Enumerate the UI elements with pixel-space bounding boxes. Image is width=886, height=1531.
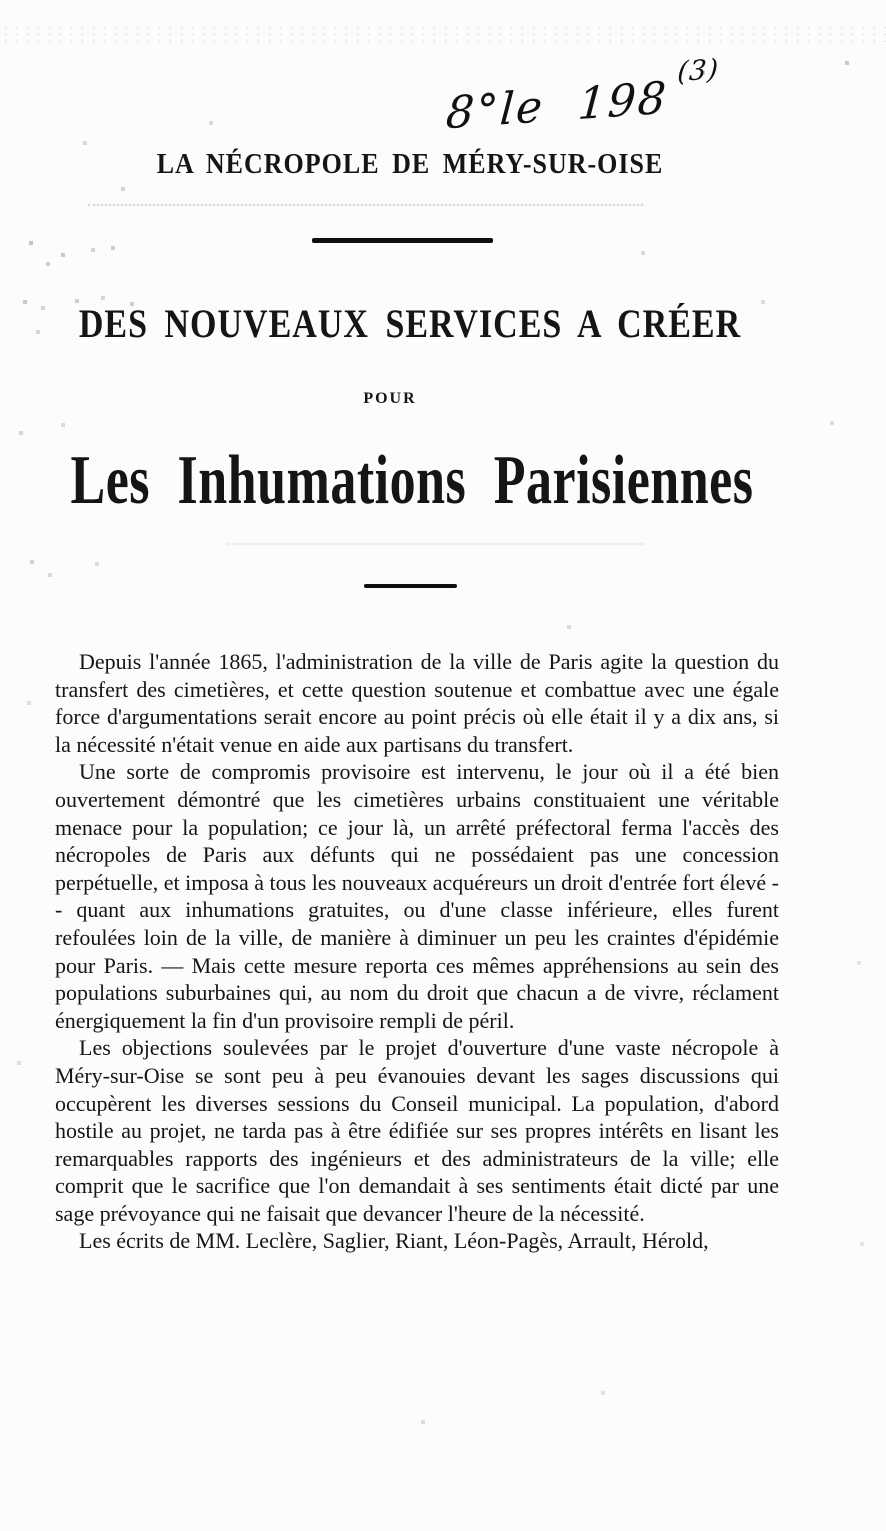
- divider-rule-middle: [364, 584, 457, 588]
- scan-speckles: [0, 0, 2, 2]
- show-through-artifact-lower: [228, 543, 643, 545]
- main-title: Les Inhumations Parisiennes: [70, 442, 754, 520]
- series-title: LA NÉCROPOLE DE MÉRY-SUR-OISE: [156, 148, 664, 180]
- shelf-mark-superscript: (3): [676, 54, 721, 89]
- divider-rule-top: [312, 238, 493, 243]
- show-through-artifact-upper: [88, 204, 643, 206]
- shelf-mark-gap: [543, 119, 577, 121]
- paragraph-3: Les objections soulevées par le projet d'ouverture d'une vaste nécropole à Méry-sur-Oise se sont peu à peu évanouies devant les sages discussions qui occupèrent les diverses sessions du Conseil municipal. La population, d'abord hostile au projet, ne tarda pas à être édifiée sur ses propres intérêts en lisant les remarquables rapports des ingénieurs et des administrateurs de la ville; elle comprit que le sacrifice que l'on demandait à ses sentiments était dicté par une sage prévoyance qui ne faisait que devancer l'heure de la nécessité.: [55, 1035, 779, 1226]
- subtitle: DES NOUVEAUX SERVICES A CRÉER: [78, 303, 742, 347]
- shelf-mark-number: 198: [576, 72, 670, 131]
- paragraph-2: Une sorte de compromis provisoire est intervenu, le jour où il a été bien ouvertement démontré que les cimetières urbains constituaient une véritable menace pour la population; ce jour là, un arrêté préfectoral ferma l'accès des nécropoles de Paris aux défunts qui ne possédaient pas une concession perpétuelle, et imposa à tous les nouveaux acquéreurs un droit d'entrée fort élevé -- quant aux inhumations gratuites, ou d'une classe inférieure, elles furent refoulées loin de la ville, de manière à diminuer un peu les craintes d'épidémie pour Paris. — Mais cette mesure reporta ces mêmes appréhensions au sein des populations suburbaines qui, au nom du droit que chacun a de vivre, réclament énergiquement la fin d'un provisoire rempli de péril.: [55, 759, 779, 1033]
- handwritten-shelf-mark: [444, 54, 807, 140]
- connector-word-pour: POUR: [363, 390, 417, 407]
- shelf-mark-format: 8°le: [444, 81, 546, 140]
- body-text: [55, 648, 779, 1255]
- scan-noise-band-top: [0, 0, 886, 24]
- paragraph-1: Depuis l'année 1865, l'administration de la ville de Paris agite la question du transfert des cimetières, et cette question soutenue et combattue avec une égale force d'argumentations serait encore au point précis où elle était il y a dix ans, si la nécessité n'était venue en aide aux partisans du transfert.: [55, 649, 779, 757]
- scan-noise-band-fade: [0, 24, 886, 42]
- paragraph-4: Les écrits de MM. Leclère, Saglier, Riant, Léon-Pagès, Arrault, Hérold,: [79, 1228, 709, 1254]
